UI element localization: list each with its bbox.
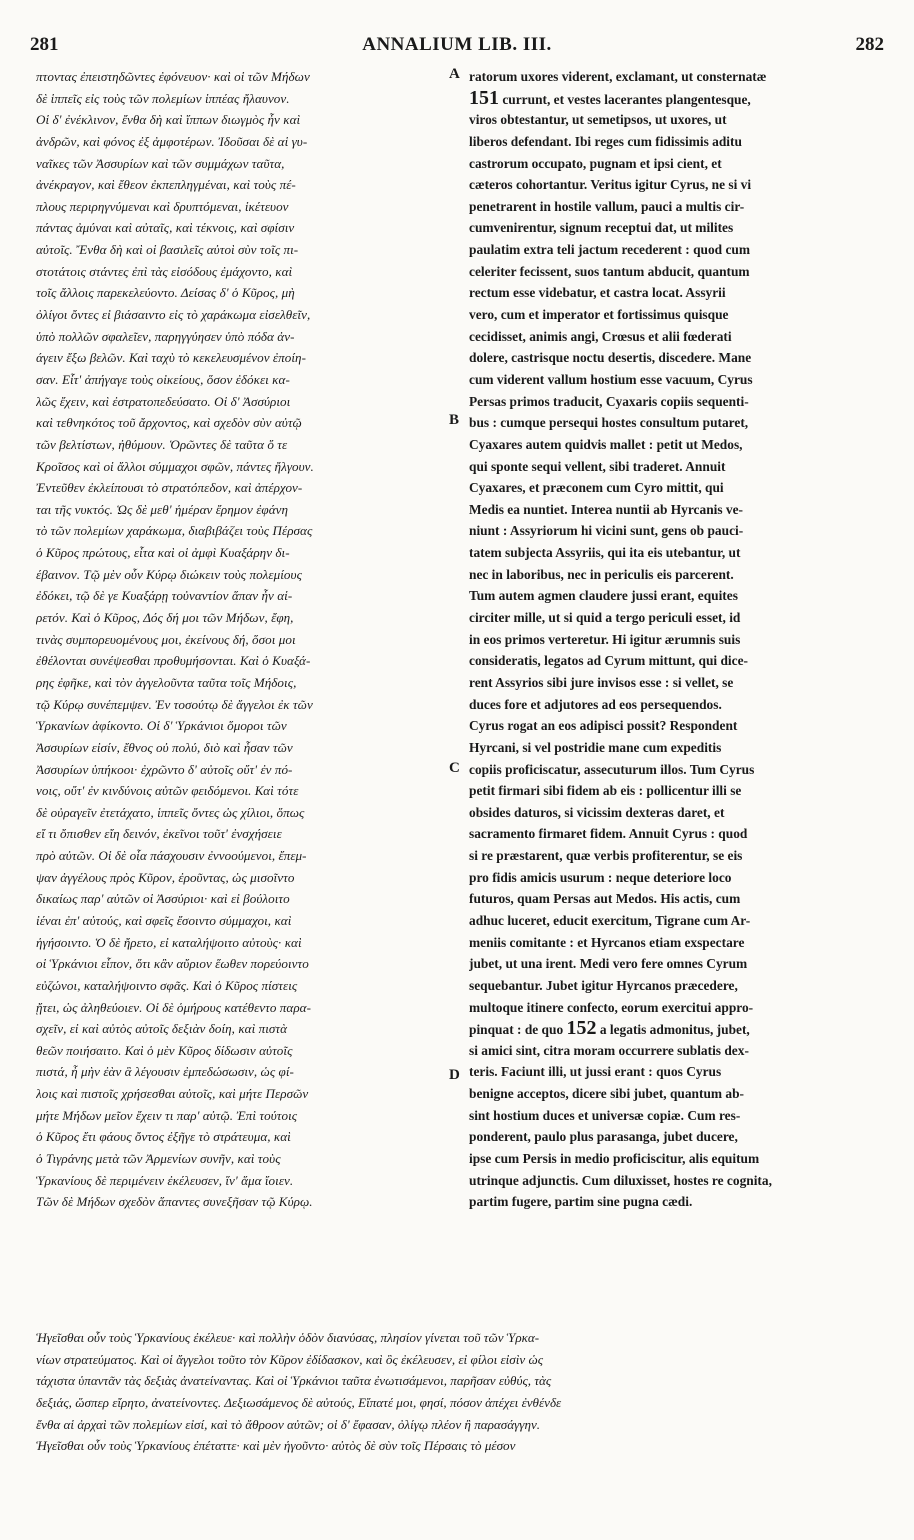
greek-text-line: ψαν ἀγγέλους πρὸς Κῦρον, ἐροῦντας, ὡς μισοῖντο xyxy=(36,869,295,885)
latin-text-line: copiis proficiscatur, assecuturum illos. Tum Cyrus xyxy=(469,761,755,777)
greek-text-line: άγειν ἔξω βελῶν. Καὶ ταχὺ τὸ κεκελευσμένον ἐποίη- xyxy=(36,350,306,366)
greek-text-line: ὁ Κῦρος πρώτους, εἶτα καὶ οἱ ἀμφὶ Κυαξάρην δι- xyxy=(36,545,290,561)
latin-text-line: si re præstarent, quæ verbis profiterentur, se eis xyxy=(469,848,743,864)
latin-text-line: sacramento firmaret fidem. Annuit Cyrus : quod xyxy=(469,826,748,842)
greek-text-line: λῶς ἔχειν, καὶ ἐστρατοπεδεύσατο. Οἱ δ' Ἀσσύριοι xyxy=(36,393,291,409)
latin-text-line: pinquat : de quo 152 a legatis admonitus, jubet, xyxy=(469,1018,750,1040)
latin-text-line: multoque itinere confecto, eorum exercitui appro- xyxy=(469,999,754,1015)
latin-text-line: qui sponte sequi vellent, sibi traderet. Annuit xyxy=(469,458,726,474)
greek-text-line: Ἀσσυρίων ὑπήκοοι· ἐχρῶντο δ' αὐτοῖς οὔτ' ἐν πό- xyxy=(36,761,293,777)
greek-text-line: ρης ἐφῆκε, καὶ τὸν ἀγγελοῦντα ταῦτα τοῖς Μήδοις, xyxy=(36,674,297,690)
greek-text-line: δεξιάς, ὥσπερ εἴρητο, ἀνατείνοντες. Δεξιωσάμενος δὲ αὐτούς, Εἴπατέ μοι, φησί, πόσον ἀπέχει ἐνθένδε xyxy=(36,1394,562,1410)
greek-text-line: Ἡγεῖσθαι οὖν τοὺς Ὑρκανίους ἐκέλευε· καὶ πολλὴν ὁδὸν διανύσας, πλησίον γίνεται τοῦ τῶν Ὑρκα- xyxy=(36,1330,540,1345)
greek-text-line: ἀνδρῶν, καὶ φόνος ἐξ ἀμφοτέρων. Ἰδοῦσαι δὲ αἱ γυ- xyxy=(36,133,308,149)
section-marker-c: C xyxy=(449,760,460,776)
greek-text-line: ᾔτει, ὡς ἀληθεύοιεν. Οἱ δὲ ὁμήρους κατέθεντο παρα- xyxy=(36,999,311,1015)
greek-text-line: ἀνέκραγον, καὶ ἔθεον ἐκπεπληγμέναι, καὶ τοὺς πέ- xyxy=(36,177,296,193)
latin-text-line: dolere, castrisque noctu desertis, discedere. Mane xyxy=(469,350,752,366)
page-number-left: 281 xyxy=(30,34,59,55)
greek-text-line: ἰέναι ἐπ' αὐτούς, καὶ σφεῖς ἔσοιντο σύμμαχοι, καὶ xyxy=(36,912,292,928)
greek-text-line: δικαίως παρ' αὐτῶν οἱ Ἀσσύριοι· καὶ εἰ βούλοιτο xyxy=(36,891,290,907)
latin-text-line: jubet, ut una irent. Medi vero fere omnes Cyrum xyxy=(469,956,748,972)
greek-text-line: Ἡγεῖσθαι οὖν τοὺς Ὑρκανίους ἐπέταττε· καὶ μὲν ἡγοῦντο· αὐτὸς δὲ σὺν τοῖς Πέρσαις τὸ μέσον xyxy=(36,1438,516,1454)
greek-text-line: καὶ τεθνηκότος τοῦ ἄρχοντος, καὶ σχεδὸν σὺν αὐτῷ xyxy=(36,415,302,431)
latin-text-line: Tum autem agmen claudere jussi erant, equites xyxy=(469,588,738,604)
latin-text-line: penetrarent in hostile vallum, pauci a multis cir- xyxy=(469,198,745,214)
greek-text-line: ὁ Τιγράνης μετὰ τῶν Ἀρμενίων συνῆν, καὶ τοὺς xyxy=(36,1151,281,1167)
greek-text-line: ὀλίγοι ὄντες εἰ βιάσαιντο εἰς τὸ χαράκωμα εἰσελθεῖν, xyxy=(36,307,311,323)
latin-text-line: duces fore et adjutores ad eos persequendos. xyxy=(469,696,722,712)
greek-text-line: Ἀσσυρίων εἰσίν, ἔθνος οὐ πολύ, διὸ καὶ ἦσαν τῶν xyxy=(36,739,293,755)
latin-text-line: paulatim extra teli jactum recederent : quod cum xyxy=(469,242,751,258)
greek-text-line: τοῖς ἄλλοις παρεκελεύοντο. Δείσας δ' ὁ Κῦρος, μὴ xyxy=(36,285,295,301)
latin-text-line: rectum esse videbatur, et castra locat. Assyrii xyxy=(469,285,726,301)
greek-text-line: πάντας ἀμύναι καὶ αὐταῖς, καὶ τέκνοις, καὶ σφίσιν xyxy=(36,220,295,236)
greek-text-line: μήτε Μήδων μεῖον ἔχειν τι παρ' αὐτῷ. Ἐπὶ τούτοις xyxy=(36,1107,298,1123)
greek-text-line: έβαινον. Τῷ μὲν οὖν Κύρῳ διώκειν τοὺς πολεμίους xyxy=(36,566,302,582)
latin-text-line: sint hostium duces et universæ copiæ. Cum res- xyxy=(469,1107,741,1123)
greek-text-line: πλους περιρηγνύμεναι καὶ δρυπτόμεναι, ἱκέτευον xyxy=(36,198,289,214)
greek-text-line: σχεῖν, εἰ καὶ αὐτὸς αὐτοῖς δεξιὰν δοίη, καὶ πιστὰ xyxy=(36,1021,288,1037)
latin-text-line: adhuc luceret, educit exercitum, Tigrane cum Ar- xyxy=(469,912,751,928)
latin-text-line: celeriter fecissent, suos tantum abducit, quantum xyxy=(469,263,750,279)
latin-text-line: ratorum uxores viderent, exclamant, ut consternatæ xyxy=(469,69,767,84)
greek-text-line: ὑπὸ πολλῶν σφαλεῖεν, παρηγγύησεν ὑπὸ πόδα ἀν- xyxy=(36,328,295,344)
greek-text-line: τῷ Κύρῳ συνέπεμψεν. Ἐν τοσούτῳ δὲ ἄγγελοι ἐκ τῶν xyxy=(36,696,313,712)
greek-text-line: ἡγήσοιντο. Ὁ δὲ ἤρετο, εἰ καταλήψοιτο αὐτοὺς· καὶ xyxy=(36,934,302,950)
greek-text-line: Οἱ δ' ἐνέκλινον, ἔνθα δὴ καὶ ἵππων διωγμὸς ἦν καὶ xyxy=(36,112,301,128)
greek-text-line: ἔνθα αἱ ἀρχαὶ τῶν πολεμίων εἰσί, καὶ τὸ ἄθροον αὐτῶν; οἱ δ' ἔφασαν, ὀλίγῳ πλέον ἢ παρασάγγην. xyxy=(36,1416,541,1432)
latin-text-line: Persas primos traducit, Cyaxaris copiis sequenti- xyxy=(469,393,749,409)
section-marker-a: A xyxy=(449,66,460,82)
latin-text-line: cumvenirentur, signum receptui dat, ut milites xyxy=(469,220,734,236)
latin-text-line: Hyrcani, si vel postridie mane cum expeditis xyxy=(469,739,722,755)
greek-text-line: νίων στρατεύματος. Καὶ οἱ ἄγγελοι τοῦτο τὸν Κῦρον ἐδίδασκον, καὶ ὃς ἐκέλευσεν, εἰ φίλοι εἰσὶν ὡς xyxy=(36,1351,544,1367)
greek-text-line: λοις καὶ πιστοῖς χρήσεσθαι αὐτοῖς, καὶ μήτε Περσῶν xyxy=(36,1086,309,1102)
greek-text-line: Ὑρκανίων ἀφίκοντο. Οἱ δ' Ὑρκάνιοι ὅμοροι τῶν xyxy=(36,718,287,734)
latin-text-line: futuros, quam Persas aut Medos. His actis, cum xyxy=(469,891,741,907)
latin-text-line: Cyaxares autem quidvis mallet : petit ut Medos, xyxy=(469,436,743,452)
latin-text-line: sequebantur. Jubet igitur Hyrcanos præcedere, xyxy=(469,977,738,993)
section-marker-d: D xyxy=(449,1067,460,1083)
latin-text-line: 151 currunt, et vestes lacerantes plangentesque, xyxy=(469,87,751,109)
latin-text-line: benigne acceptos, dicere sibi jubet, quantum ab- xyxy=(469,1086,745,1102)
latin-text-line: Medis ea nuntiet. Interea nuntii ab Hyrcanis ve- xyxy=(469,501,744,517)
greek-text-line: ἐθέλονται συνέψεσθαι προθυμήσονται. Καὶ ὁ Κυαξά- xyxy=(36,653,311,669)
greek-text-line: εὐζώνοι, καταλήψοιντο σφᾶς. Καὶ ὁ Κῦρος πίστεις xyxy=(36,977,298,993)
greek-text-line: τάχιστα ὑπαντᾶν τὰς δεξιὰς ἀνατείναντας. Καὶ οἱ Ὑρκάνιοι ταῦτα ἐνωτισάμενοι, παρῆσαν εὐθύς, τὰς xyxy=(36,1373,552,1389)
greek-text-line: πρὸ αὐτῶν. Οἱ δὲ οἷα πάσχουσιν ἐννοούμενοι, ἔπεμ- xyxy=(36,848,307,864)
greek-text-line: Ἐντεῦθεν ἐκλείπουσι τὸ στρατόπεδον, καὶ ἀπέρχον- xyxy=(36,480,303,496)
latin-text-line: cecidisset, animis angi, Crœsus et alii fœderati xyxy=(469,328,732,344)
section-marker-b: B xyxy=(449,412,460,428)
latin-text-line: utrinque adjunctis. Cum diluxisset, hostes re cognita, xyxy=(469,1172,772,1188)
greek-text-line: σαν. Εἶτ' ἀπήγαγε τοὺς οἰκείους, ὅσον ἐδόκει κα- xyxy=(36,371,290,387)
greek-text-line: ὁ Κῦρος ἔτι φάους ὄντος ἐξῆγε τὸ στράτευμα, καὶ xyxy=(36,1129,291,1145)
latin-text-line: petit firmari sibi fidem ab eis : pollicentur illi se xyxy=(469,783,742,799)
greek-text-line: δὲ ἱππεῖς εἰς τοὺς τῶν πολεμίων ἱππέας ἤλαυνον. xyxy=(36,90,290,106)
greek-text-line: εἴ τι ὄπισθεν εἴη δεινόν, ἐκεῖνοι τοῦτ' ἐνσχήσειε xyxy=(36,826,282,842)
running-title: ANNALIUM LIB. III. xyxy=(362,34,552,55)
greek-text-line: νοις, οὔτ' ἐν κινδύνοις αὐτῶν φειδόμενοι. Καὶ τότε xyxy=(36,783,299,799)
latin-text-line: Cyrus rogat an eos adipisci possit? Respondent xyxy=(469,718,738,734)
greek-text-line: ται τῆς νυκτός. Ὡς δὲ μεθ' ἡμέραν ἔρημον ἐφάνη xyxy=(36,501,289,517)
latin-text-line: tatem subjecta Assyriis, qui ita eis utebantur, ut xyxy=(469,545,741,561)
latin-column xyxy=(469,66,881,1213)
greek-text-line: τινὰς συμπορευομένους μοι, ἐκείνους δή, ὅσοι μοι xyxy=(36,631,296,647)
greek-text-line: Ὑρκανίους δὲ περιμένειν ἐκέλευσεν, ἵν' ἅμα ἴοιεν. xyxy=(36,1172,294,1188)
greek-bottom-paragraph xyxy=(36,1327,880,1457)
latin-text-line: liberos defendant. Ibi reges cum fidissimis aditu xyxy=(469,133,742,149)
greek-text-line: οἱ Ὑρκάνιοι εἶπον, ὅτι κἂν αὔριον ἕωθεν πορεύοιντο xyxy=(36,956,309,972)
latin-text-line: viros obtestantur, ut semetipsos, ut uxores, ut xyxy=(469,112,727,128)
latin-text-line: ponderent, paulo plus parasanga, jubet ducere, xyxy=(469,1129,738,1145)
latin-text-line: vero, cum et imperator et fortissimus quisque xyxy=(469,307,729,323)
greek-text-line: ἐδόκει, τῷ δὲ γε Κυαξάρῃ τοὐναντίον ἅπαν ἦν αἱ- xyxy=(36,588,293,604)
greek-text-line: θεῶν ποιήσαιτο. Καὶ ὁ μὲν Κῦρος δίδωσιν αὐτοῖς xyxy=(36,1042,293,1058)
greek-text-line: πιστά, ἦ μὴν ἐὰν ἃ λέγουσιν ἐμπεδώσωσιν, ὡς φί- xyxy=(36,1064,294,1080)
latin-text-line: niunt : Assyriorum hi vicini sunt, gens ob pauci- xyxy=(469,523,744,539)
greek-text-line: τὸ τῶν πολεμίων χαράκωμα, διαβιβάζει τοὺς Πέρσας xyxy=(36,523,313,539)
greek-text-line: ρετόν. Καὶ ὁ Κῦρος, Δός δή μοι τῶν Μήδων, ἔφη, xyxy=(36,610,294,626)
latin-text-line: circiter mille, ut si quid a tergo periculi esset, id xyxy=(469,610,741,626)
greek-text-line: αὐτοῖς. Ἔνθα δὴ καὶ οἱ βασιλεῖς αὐτοὶ σὺν τοῖς πι- xyxy=(36,242,299,258)
page-number-right: 282 xyxy=(855,34,884,55)
greek-text-line: Τῶν δὲ Μήδων σχεδὸν ἅπαντες συνεξῆσαν τῷ Κύρῳ. xyxy=(36,1194,313,1210)
latin-text-line: obsides daturos, si vicissim dexteras daret, et xyxy=(469,804,725,820)
latin-text-line: Cyaxares, et præconem cum Cyro mittit, qui xyxy=(469,480,724,496)
running-header xyxy=(30,34,884,60)
greek-text-line: στοτάτοις στάντες ἐπὶ τὰς εἰσόδους ἐμάχοντο, καὶ xyxy=(36,263,293,279)
latin-text-line: rent Assyrios sibi jure invisos esse : si vellet, se xyxy=(469,674,734,690)
latin-text-line: pro fidis amicis usurum : neque deteriore loco xyxy=(469,869,732,885)
section-number: 152 xyxy=(566,1018,597,1040)
greek-column xyxy=(36,66,446,1213)
greek-text-line: ναῖκες τῶν Ἀσσυρίων καὶ τῶν συμμάχων ταῦτα, xyxy=(36,155,285,171)
latin-text-line: meniis comitante : et Hyrcanos etiam exspectare xyxy=(469,934,745,950)
greek-text-line: Κροῖσος καὶ οἱ ἄλλοι σύμμαχοι σφῶν, πάντες ἤλγουν. xyxy=(36,458,314,474)
latin-text-line: nec in laboribus, nec in periculis eis parcerent. xyxy=(469,566,734,582)
latin-text-line: partim fugere, partim sine pugna cædi. xyxy=(469,1194,693,1210)
latin-text-line: teris. Faciunt illi, ut jussi erant : quos Cyrus xyxy=(469,1064,722,1080)
latin-text-line: ipse cum Persis in medio proficiscitur, alis equitum xyxy=(469,1151,760,1167)
latin-text-line: cum viderent vallum hostium esse vacuum, Cyrus xyxy=(469,371,753,387)
latin-text-line: castrorum occupato, pugnam et ipsi cient, et xyxy=(469,155,722,171)
greek-text-line: πτοντας ἐπειστηδῶντες ἐφόνευον· καὶ οἱ τῶν Μήδων xyxy=(36,69,310,84)
section-number: 151 xyxy=(469,87,499,109)
latin-text-line: si amici sint, citra moram occurrere sublatis dex- xyxy=(469,1042,749,1058)
greek-text-line: τῶν βελτίστων, ἠθύμουν. Ὁρῶντες δὲ ταῦτα ὅ τε xyxy=(36,436,288,452)
greek-text-line: δὲ οὐραγεῖν ἐτετάχατο, ἱππεῖς ὄντες ὡς χίλιοι, ὅπως xyxy=(36,804,305,820)
latin-text-line: cæteros cohortantur. Veritus igitur Cyrus, ne si vi xyxy=(469,177,752,193)
latin-text-line: in eos primos verteretur. Hi igitur ærumnis suis xyxy=(469,631,741,647)
latin-text-line: bus : cumque persequi hostes consultum putaret, xyxy=(469,415,749,431)
latin-text-line: consideratis, legatos ad Cyrum mittunt, qui dice- xyxy=(469,653,748,669)
